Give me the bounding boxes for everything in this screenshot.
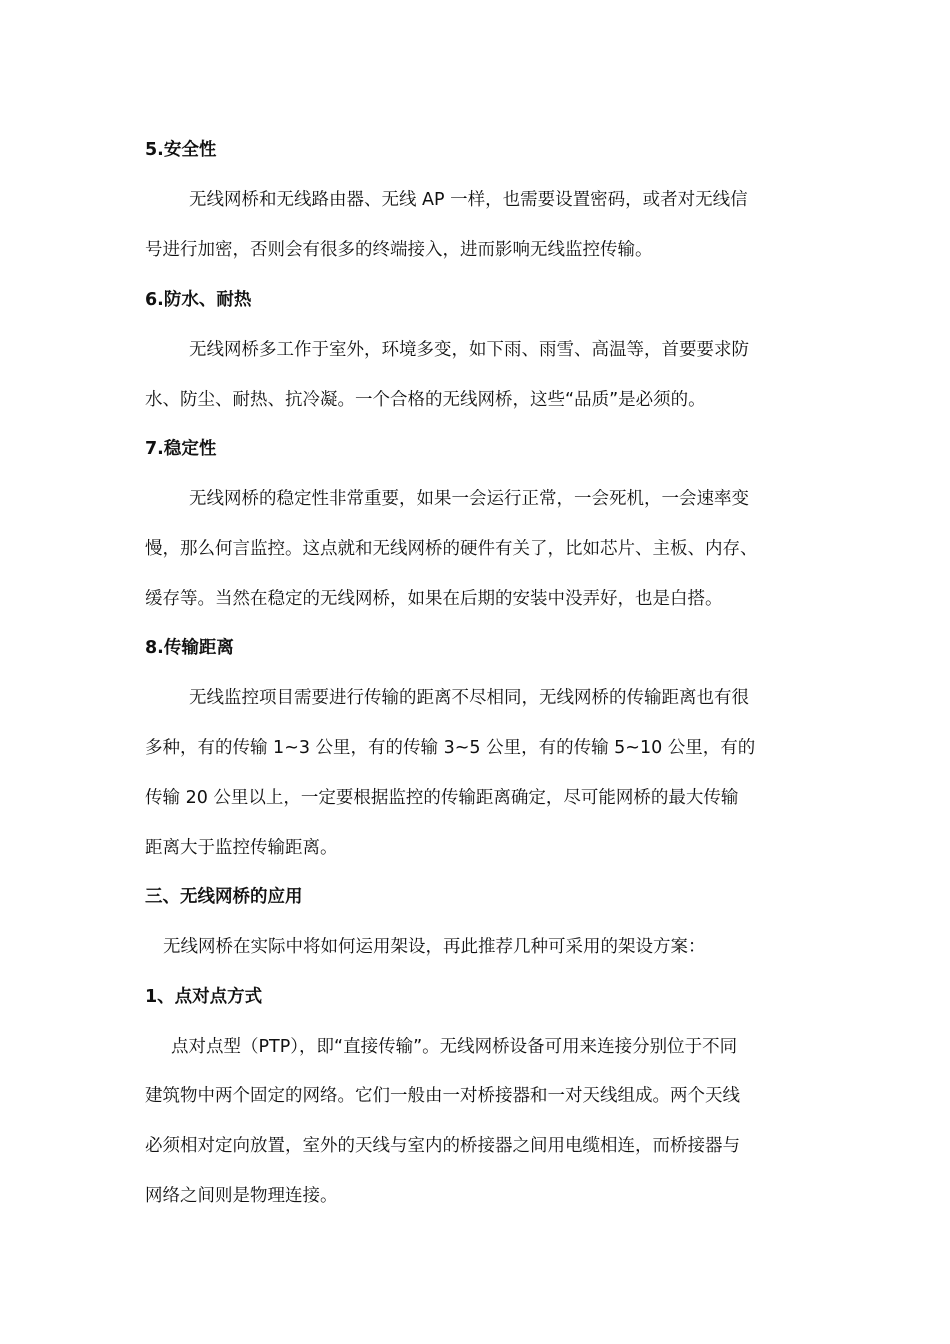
heading-stability: 7.稳定性	[145, 439, 217, 459]
heading-security: 5.安全性	[145, 140, 217, 160]
paragraph-line: 多种，有的传输 1~3 公里，有的传输 3~5 公里，有的传输 5~10 公里，有的	[145, 738, 756, 758]
paragraph-line: 慢，那么何言监控。这点就和无线网桥的硬件有关了，比如芯片、主板、内存、	[145, 539, 758, 559]
paragraph-line: 无线监控项目需要进行传输的距离不尽相同，无线网桥的传输距离也有很	[189, 688, 749, 708]
heading-waterproof-heat: 6.防水、耐热	[145, 290, 252, 310]
paragraph-line: 缓存等。当然在稳定的无线网桥，如果在后期的安装中没弄好，也是白搭。	[145, 589, 723, 609]
heading-point-to-point: 1、点对点方式	[145, 987, 263, 1007]
paragraph-line: 传输 20 公里以上，一定要根据监控的传输距离确定，尽可能网桥的最大传输	[145, 788, 739, 808]
paragraph-line: 水、防尘、耐热、抗冷凝。一个合格的无线网桥，这些“品质”是必须的。	[145, 390, 706, 410]
paragraph-line: 建筑物中两个固定的网络。它们一般由一对桥接器和一对天线组成。两个天线	[145, 1086, 740, 1106]
paragraph-line: 无线网桥在实际中将如何运用架设，再此推荐几种可采用的架设方案：	[163, 937, 706, 957]
paragraph-line: 点对点型（PTP），即“直接传输”。无线网桥设备可用来连接分别位于不同	[171, 1037, 738, 1057]
paragraph-line: 距离大于监控传输距离。	[145, 838, 338, 858]
paragraph-line: 无线网桥多工作于室外，环境多变，如下雨、雨雪、高温等，首要要求防	[189, 340, 749, 360]
paragraph-line: 号进行加密，否则会有很多的终端接入，进而影响无线监控传输。	[145, 240, 653, 260]
section-heading-applications: 三、无线网桥的应用	[145, 887, 303, 907]
heading-transmission-distance: 8.传输距离	[145, 638, 234, 658]
paragraph-line: 无线网桥的稳定性非常重要，如果一会运行正常，一会死机，一会速率变	[189, 489, 749, 509]
paragraph-line: 必须相对定向放置，室外的天线与室内的桥接器之间用电缆相连，而桥接器与	[145, 1136, 740, 1156]
paragraph-line: 无线网桥和无线路由器、无线 AP 一样，也需要设置密码，或者对无线信	[189, 190, 748, 210]
paragraph-line: 网络之间则是物理连接。	[145, 1186, 338, 1206]
